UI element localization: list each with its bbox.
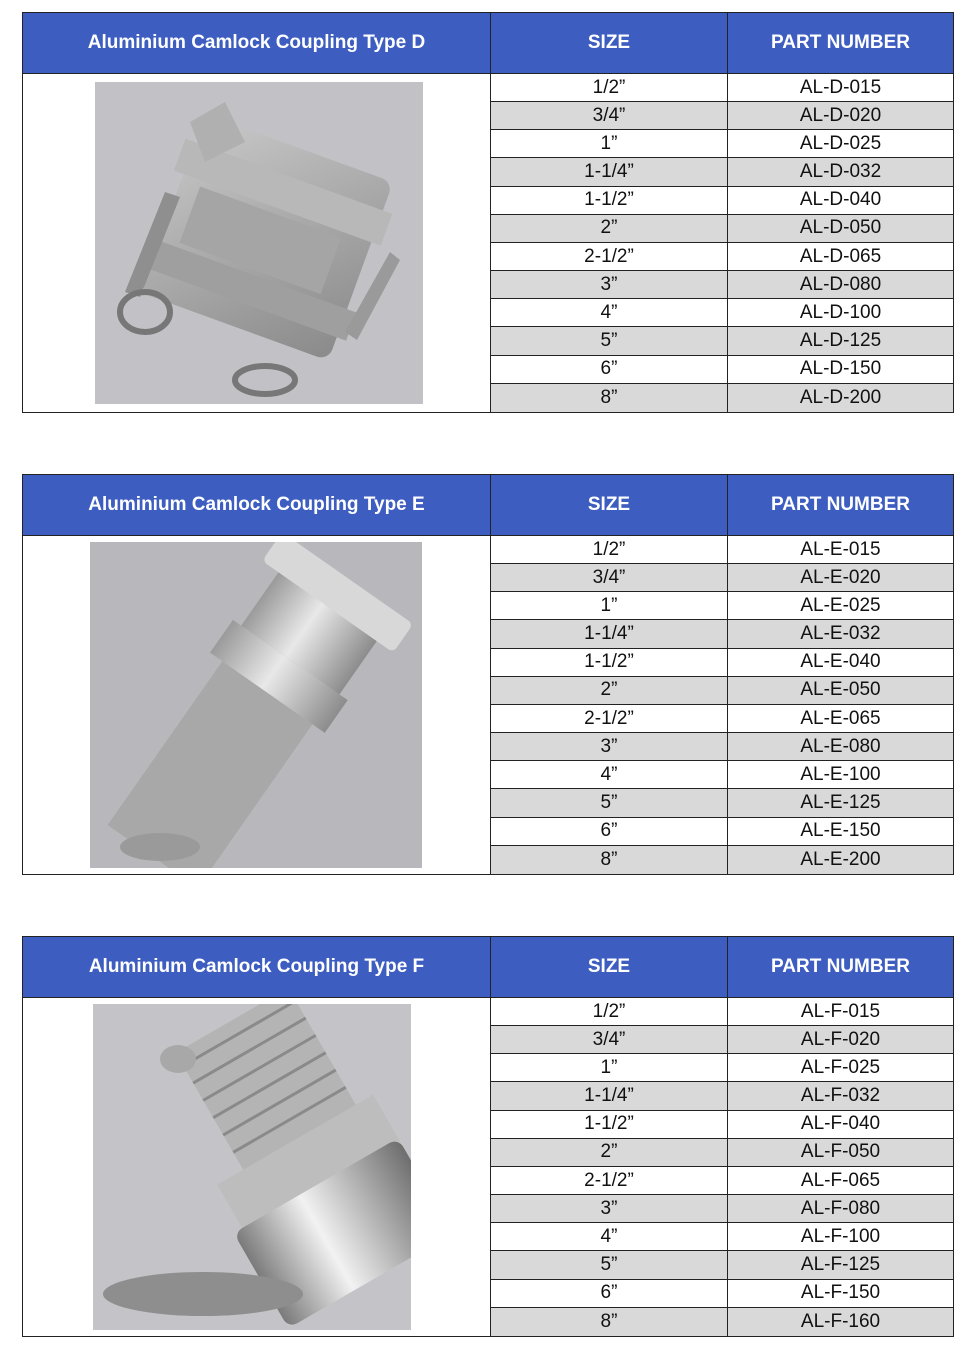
size-cell: 5” [491, 1251, 727, 1279]
part-number-cell: AL-E-125 [728, 789, 953, 817]
part-number-cell: AL-D-040 [728, 187, 953, 215]
part-number-cell: AL-D-032 [728, 158, 953, 186]
size-column [491, 998, 728, 1336]
size-cell: 1-1/2” [491, 187, 727, 215]
size-cell: 6” [491, 356, 727, 384]
coupling-e-photo [90, 542, 422, 868]
part-number-cell: AL-D-200 [728, 384, 953, 412]
part-number-column [728, 998, 953, 1336]
size-cell: 2-1/2” [491, 705, 727, 733]
size-cell: 3” [491, 733, 727, 761]
size-cell: 5” [491, 789, 727, 817]
size-cell: 5” [491, 327, 727, 355]
part-number-column-header: PART NUMBER [771, 956, 910, 977]
size-cell: 2” [491, 677, 727, 705]
product-title: Aluminium Camlock Coupling Type F [23, 937, 491, 997]
coupling-table-type-d [22, 12, 954, 413]
size-column-header: SIZE [491, 13, 728, 73]
size-cell: 1/2” [491, 536, 727, 564]
size-cell: 1-1/4” [491, 1082, 727, 1110]
product-title: Aluminium Camlock Coupling Type D [23, 13, 491, 73]
size-cell: 4” [491, 299, 727, 327]
size-cell: 3” [491, 1195, 727, 1223]
size-cell: 1-1/2” [491, 1111, 727, 1139]
size-cell: 8” [491, 1308, 727, 1336]
part-number-cell: AL-D-025 [728, 130, 953, 158]
size-cell: 2-1/2” [491, 243, 727, 271]
part-number-cell: AL-E-040 [728, 649, 953, 677]
part-number-column-header: PART NUMBER [771, 494, 910, 515]
part-number-cell: AL-E-032 [728, 620, 953, 648]
part-number-cell: AL-E-050 [728, 677, 953, 705]
part-number-cell: AL-F-100 [728, 1223, 953, 1251]
part-number-cell: AL-D-050 [728, 215, 953, 243]
part-number-column [728, 74, 953, 412]
size-column [491, 74, 728, 412]
table-header [23, 13, 953, 74]
part-number-cell: AL-F-065 [728, 1167, 953, 1195]
part-number-cell: AL-F-080 [728, 1195, 953, 1223]
table-header [23, 475, 953, 536]
product-image-cell [23, 536, 491, 874]
part-number-cell: AL-F-160 [728, 1308, 953, 1336]
part-number-cell: AL-F-040 [728, 1111, 953, 1139]
size-cell: 3/4” [491, 102, 727, 130]
coupling-d-photo [95, 82, 423, 404]
table-header [23, 937, 953, 998]
size-cell: 1” [491, 130, 727, 158]
size-cell: 1” [491, 592, 727, 620]
size-cell: 3/4” [491, 1026, 727, 1054]
size-cell: 2-1/2” [491, 1167, 727, 1195]
part-number-cell: AL-E-020 [728, 564, 953, 592]
part-number-cell: AL-D-015 [728, 74, 953, 102]
part-number-cell: AL-D-150 [728, 356, 953, 384]
part-number-cell: AL-F-020 [728, 1026, 953, 1054]
coupling-f-photo [93, 1004, 411, 1330]
size-cell: 1-1/2” [491, 649, 727, 677]
part-number-cell: AL-F-032 [728, 1082, 953, 1110]
size-cell: 8” [491, 384, 727, 412]
part-number-cell: AL-D-125 [728, 327, 953, 355]
part-number-column-header: PART NUMBER [771, 32, 910, 53]
part-number-cell: AL-D-080 [728, 271, 953, 299]
part-number-cell: AL-E-015 [728, 536, 953, 564]
part-number-cell: AL-E-150 [728, 818, 953, 846]
coupling-table-type-f [22, 936, 954, 1337]
size-cell: 2” [491, 1139, 727, 1167]
product-image-cell [23, 998, 491, 1336]
size-cell: 1” [491, 1054, 727, 1082]
size-cell: 1/2” [491, 74, 727, 102]
size-cell: 1-1/4” [491, 158, 727, 186]
part-number-cell: AL-D-100 [728, 299, 953, 327]
size-cell: 2” [491, 215, 727, 243]
part-number-cell: AL-E-025 [728, 592, 953, 620]
size-cell: 4” [491, 761, 727, 789]
size-cell: 6” [491, 818, 727, 846]
size-cell: 3” [491, 271, 727, 299]
part-number-cell: AL-F-150 [728, 1280, 953, 1308]
part-number-cell: AL-E-080 [728, 733, 953, 761]
part-number-cell: AL-F-125 [728, 1251, 953, 1279]
size-column [491, 536, 728, 874]
part-number-cell: AL-E-100 [728, 761, 953, 789]
size-column-header: SIZE [491, 475, 728, 535]
part-number-column [728, 536, 953, 874]
size-cell: 8” [491, 846, 727, 874]
part-number-cell: AL-F-015 [728, 998, 953, 1026]
coupling-table-type-e [22, 474, 954, 875]
size-column-header: SIZE [491, 937, 728, 997]
size-cell: 4” [491, 1223, 727, 1251]
part-number-cell: AL-E-065 [728, 705, 953, 733]
part-number-cell: AL-E-200 [728, 846, 953, 874]
part-number-cell: AL-F-050 [728, 1139, 953, 1167]
part-number-cell: AL-D-020 [728, 102, 953, 130]
size-cell: 1-1/4” [491, 620, 727, 648]
size-cell: 1/2” [491, 998, 727, 1026]
size-cell: 6” [491, 1280, 727, 1308]
part-number-cell: AL-F-025 [728, 1054, 953, 1082]
size-cell: 3/4” [491, 564, 727, 592]
part-number-cell: AL-D-065 [728, 243, 953, 271]
product-image-cell [23, 74, 491, 412]
product-title: Aluminium Camlock Coupling Type E [23, 475, 491, 535]
